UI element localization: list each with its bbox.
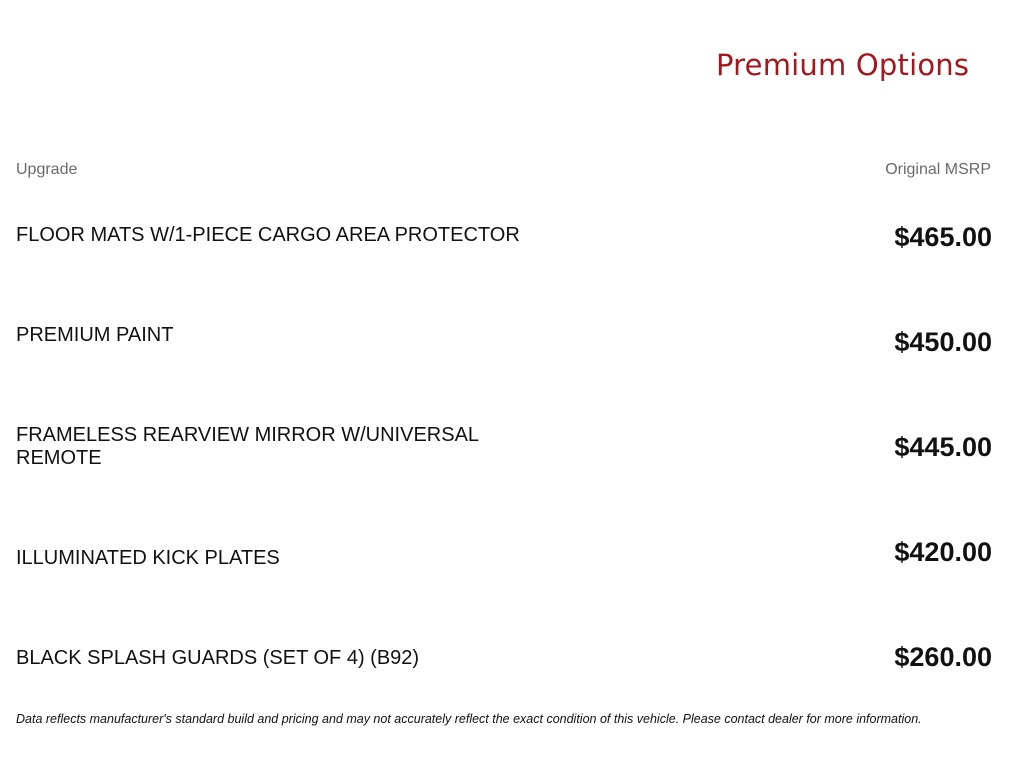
- page-title: Premium Options: [716, 48, 970, 82]
- option-row-label: FRAMELESS REARVIEW MIRROR W/UNIVERSAL REMOTE: [16, 424, 479, 469]
- option-row-price: $260.00: [894, 642, 992, 672]
- option-row-price: $420.00: [894, 537, 992, 567]
- msrp-column-header: Original MSRP: [885, 161, 991, 178]
- option-row-price: $465.00: [894, 222, 992, 252]
- disclaimer-text: Data reflects manufacturer's standard build and pricing and may not accurately reflect the exact condition of this vehicle. Please contact dealer for more information.: [16, 712, 922, 726]
- option-row-label: FLOOR MATS W/1-PIECE CARGO AREA PROTECTOR: [16, 224, 520, 246]
- option-row-price: $445.00: [894, 432, 992, 462]
- option-row-label: ILLUMINATED KICK PLATES: [16, 547, 280, 569]
- option-row-label: BLACK SPLASH GUARDS (SET OF 4) (B92): [16, 647, 420, 669]
- option-row-label: PREMIUM PAINT: [16, 324, 174, 346]
- upgrade-column-header: Upgrade: [16, 161, 78, 178]
- option-row-price: $450.00: [894, 327, 992, 357]
